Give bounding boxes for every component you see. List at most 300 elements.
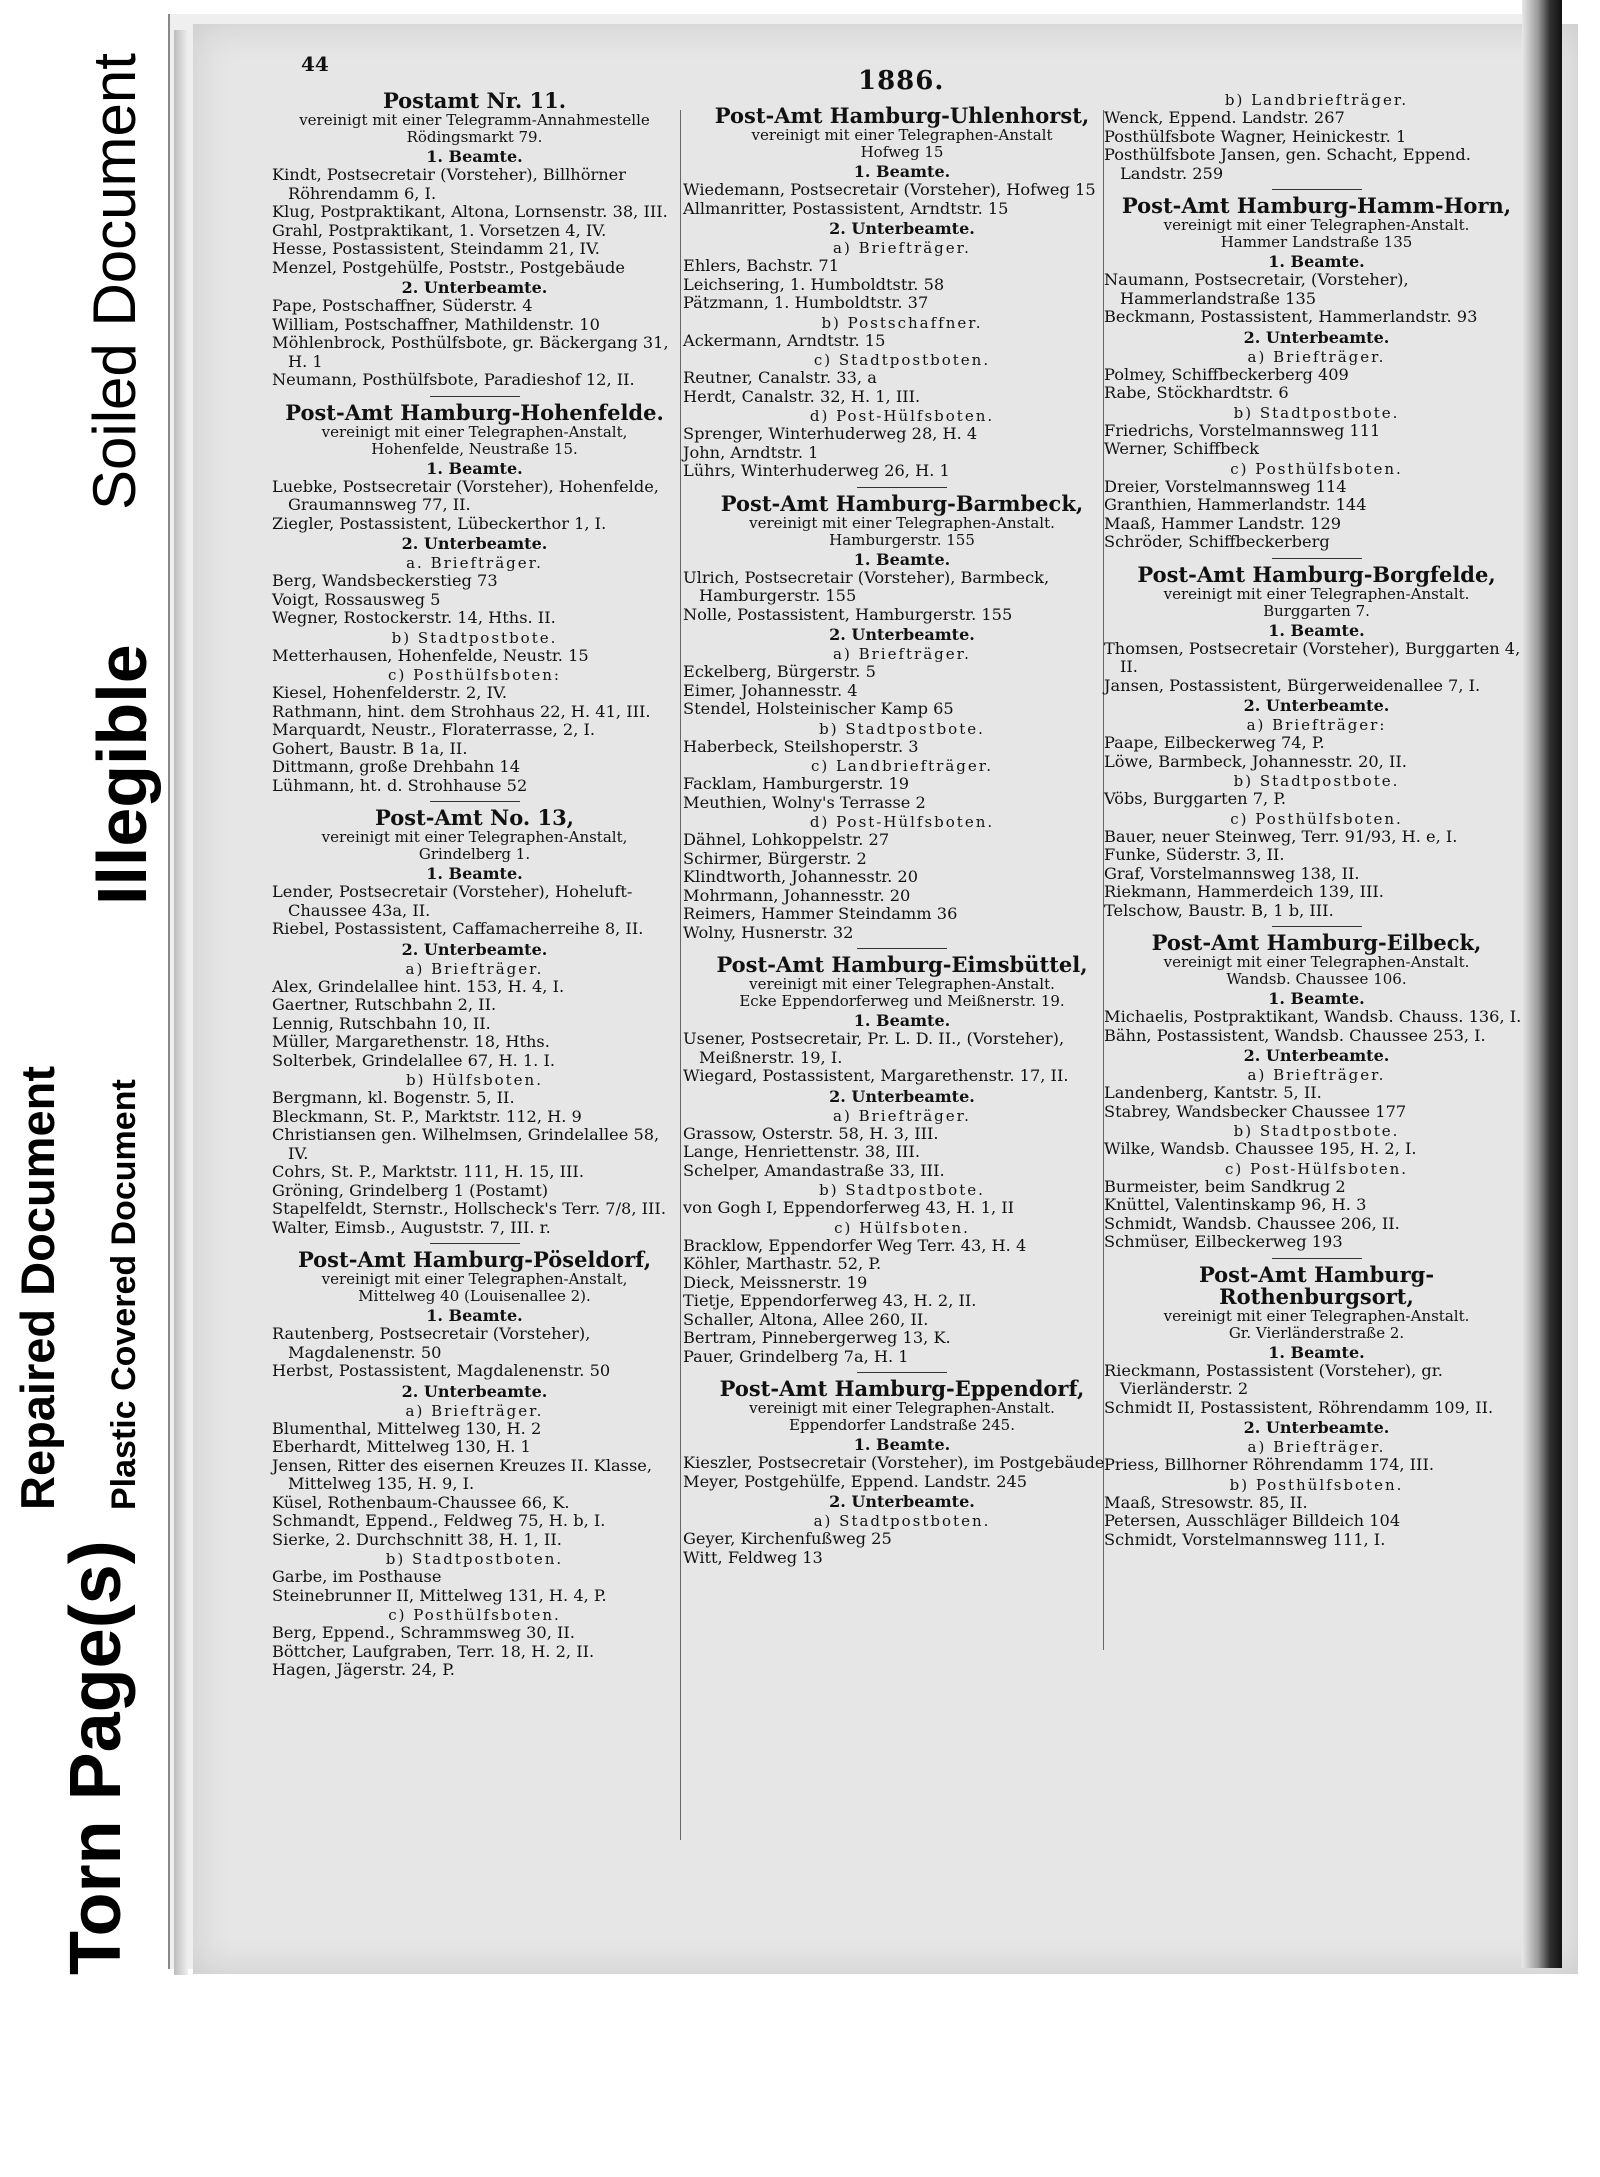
staff-section — [1104, 348, 1529, 403]
staff-entry: Lühmann, ht. d. Strohhause 52 — [272, 775, 528, 795]
staff-entry: Thomsen, Postsecretair (Vorsteher), Burggarten 4, II. — [1104, 638, 1521, 676]
section-subheading: b) Stadtpostbote. — [1233, 1122, 1400, 1140]
post-office-title: Post-Amt Hamburg-Eilbeck, — [1151, 930, 1482, 955]
post-office-address: Hohenfelde, Neustraße 15. — [371, 439, 578, 458]
post-office-info: vereinigt mit einer Telegraphen-Anstalt, — [321, 1270, 628, 1288]
section-subheading: c) Hülfsboten. — [834, 1218, 970, 1237]
post-office-info: vereinigt mit einer Telegraphen-Anstalt, — [321, 828, 628, 846]
staff-section — [1104, 1343, 1529, 1418]
staff-entry: Rieckmann, Postassistent (Vorsteher), gr. Vierländerstr. 2 — [1104, 1360, 1443, 1398]
staff-entry: Grassow, Osterstr. 58, H. 3, III. — [683, 1123, 939, 1143]
section-subheading: b) Postschaffner. — [821, 313, 983, 332]
section-subheading: d) Post-Hülfsboten. — [809, 407, 995, 425]
staff-entry: Herbst, Postassistent, Magdalenenstr. 50 — [272, 1361, 611, 1380]
staff-entry: Telschow, Baustr. B, 1 b, III. — [1104, 900, 1334, 920]
post-office-address: Rödingsmarkt 79. — [406, 128, 543, 146]
post-office-block — [683, 954, 1121, 1366]
staff-entry: Wegner, Rostockerstr. 14, Hths. II. — [272, 608, 556, 627]
staff-entry: Köhler, Marthastr. 52, P. — [683, 1254, 882, 1273]
staff-entry: Schröder, Schiffbeckerberg — [1104, 532, 1330, 551]
staff-entry: Nolle, Postassistent, Hamburgerstr. 155 — [683, 604, 1013, 624]
office-separator — [1272, 558, 1362, 559]
staff-entry: Polmey, Schiffbeckerberg 409 — [1104, 364, 1349, 384]
section-subheading: a) Briefträger. — [833, 239, 971, 257]
staff-section — [683, 757, 1121, 812]
staff-section — [272, 960, 677, 1071]
staff-entry: Beckmann, Postassistent, Hammerlandstr. 93 — [1104, 307, 1478, 326]
staff-entry: Schelper, Amandastraße 33, III. — [683, 1160, 945, 1180]
staff-entry: Rabe, Stöckhardtstr. 6 — [1104, 383, 1289, 402]
staff-section — [1104, 772, 1529, 809]
staff-section — [272, 554, 677, 628]
office-separator — [430, 801, 520, 802]
office-separator — [430, 396, 520, 397]
section-subheading: a) Briefträger. — [405, 1401, 544, 1420]
staff-entry: Werner, Schiffbeck — [1104, 439, 1259, 458]
section-subheading: a) Briefträger. — [833, 1106, 971, 1125]
staff-entry: Petersen, Ausschläger Billdeich 104 — [1104, 1511, 1401, 1530]
staff-section — [272, 629, 677, 666]
post-office-title: Post-Amt Hamburg-Rothenburgsort, — [1198, 1261, 1435, 1309]
office-separator — [857, 948, 947, 949]
section-heading: 1. Beamte. — [426, 147, 523, 166]
staff-section — [272, 1402, 677, 1550]
staff-entry: Wenck, Eppend. Landstr. 267 — [1104, 108, 1345, 127]
staff-entry: Hagen, Jägerstr. 24, P. — [272, 1660, 455, 1679]
staff-entry: Klug, Postpraktikant, Altona, Lornsenstr. 38, III. — [272, 202, 668, 221]
section-heading: 1. Beamte. — [1268, 1342, 1365, 1362]
post-office-info: vereinigt mit einer Telegraphen-Anstalt. — [749, 1399, 1055, 1417]
staff-section — [1104, 1476, 1529, 1550]
staff-entry: Metterhausen, Hohenfelde, Neustr. 15 — [272, 645, 589, 665]
staff-entry: Eimer, Johannesstr. 4 — [683, 680, 858, 700]
staff-entry: Klindtworth, Johannesstr. 20 — [683, 867, 919, 886]
staff-section — [1104, 1122, 1529, 1159]
staff-entry: Allmanritter, Postassistent, Arndtstr. 15 — [683, 198, 1009, 218]
staff-entry: Stendel, Holsteinischer Kamp 65 — [683, 699, 954, 718]
staff-section — [1104, 696, 1529, 715]
staff-section — [683, 1219, 1121, 1367]
staff-entry: Geyer, Kirchenfußweg 25 — [683, 1529, 892, 1548]
staff-entry: Mohrmann, Johannesstr. 20 — [683, 885, 911, 905]
section-heading: 2. Unterbeamte. — [829, 219, 975, 238]
staff-entry: Rautenberg, Postsecretair (Vorsteher), Magdalenenstr. 50 — [272, 1324, 591, 1362]
staff-section — [1104, 1160, 1529, 1252]
staff-entry: Eberhardt, Mittelweg 130, H. 1 — [272, 1437, 531, 1456]
staff-entry: Pauer, Grindelberg 7a, H. 1 — [683, 1346, 909, 1366]
staff-entry: Möhlenbrock, Posthülfsbote, gr. Bäckergang 31, H. 1 — [272, 333, 669, 371]
section-subheading: a) Briefträger. — [1247, 347, 1386, 366]
section-subheading: a) Briefträger: — [1246, 716, 1387, 734]
staff-entry: Ulrich, Postsecretair (Vorsteher), Barmbeck, Hamburgerstr. 155 — [683, 567, 1050, 605]
staff-section — [683, 162, 1121, 218]
staff-entry: Ziegler, Postassistent, Lübeckerthor 1, I. — [272, 513, 607, 533]
staff-entry: Menzel, Postgehülfe, Poststr., Postgebäude — [272, 257, 625, 277]
staff-entry: Cohrs, St. P., Marktstr. 111, H. 15, III. — [272, 1162, 584, 1181]
office-separator — [430, 1243, 520, 1244]
post-office-address: Ecke Eppendorferweg und Meißnerstr. 19. — [739, 992, 1065, 1010]
post-office-title: Post-Amt Hamburg-Hohenfelde. — [285, 399, 664, 425]
staff-section — [1104, 91, 1529, 183]
staff-section — [272, 1306, 677, 1381]
staff-entry: Marquardt, Neustr., Floraterrasse, 2, I. — [272, 720, 596, 739]
staff-section — [683, 550, 1121, 625]
office-separator — [1272, 189, 1362, 190]
post-office-address: Hammer Landstraße 135 — [1220, 233, 1413, 251]
section-heading: 2. Unterbeamte. — [1243, 696, 1390, 715]
column-middle — [683, 105, 1121, 1573]
staff-entry: Dähnel, Lohkoppelstr. 27 — [683, 830, 890, 849]
staff-entry: Eckelberg, Bürgerstr. 5 — [683, 662, 876, 681]
post-office-address: Mittelweg 40 (Louisenallee 2). — [358, 1287, 591, 1305]
staff-entry: Alex, Grindelallee hint. 153, H. 4, I. — [272, 976, 565, 996]
post-office-address: Gr. Vierländerstraße 2. — [1228, 1323, 1405, 1342]
staff-entry: Haberbeck, Steilshoperstr. 3 — [683, 736, 919, 756]
staff-section — [272, 1550, 677, 1605]
section-subheading: b) Posthülfsboten. — [1229, 1475, 1404, 1494]
staff-entry: Graf, Vorstelmannsweg 138, II. — [1104, 863, 1360, 883]
staff-entry: Schmüser, Eilbeckerweg 193 — [1104, 1232, 1343, 1251]
post-office-info: vereinigt mit einer Telegraphen-Anstalt. — [749, 975, 1055, 993]
staff-entry: Dittmann, große Drehbahn 14 — [272, 757, 521, 776]
staff-section — [683, 720, 1121, 757]
staff-entry: Maaß, Hammer Landstr. 129 — [1104, 513, 1342, 533]
post-office-info: vereinigt mit einer Telegraphen-Anstalt, — [321, 422, 628, 441]
post-office-title: Post-Amt Hamburg-Eppendorf, — [719, 1376, 1085, 1401]
staff-entry: Funke, Süderstr. 3, II. — [1104, 845, 1285, 864]
post-office-block — [683, 1378, 1121, 1567]
staff-section — [272, 278, 677, 390]
label-torn-pages: Torn Page(s) — [56, 1540, 136, 1975]
post-office-block — [1104, 1261, 1529, 1550]
staff-entry: Jensen, Ritter des eisernen Kreuzes II. Klasse, Mittelweg 135, H. 9, I. — [272, 1455, 653, 1493]
staff-entry: Vöbs, Burggarten 7, P. — [1104, 789, 1287, 808]
staff-entry: Blumenthal, Mittelweg 130, H. 2 — [272, 1418, 542, 1438]
post-office-address: Wandsb. Chaussee 106. — [1226, 970, 1407, 988]
section-heading: 1. Beamte. — [426, 458, 523, 478]
post-office-title: Post-Amt Hamburg-Borgfelde, — [1137, 561, 1496, 587]
staff-entry: Gohert, Baustr. B 1a, II. — [272, 738, 468, 758]
staff-entry: Garbe, im Posthause — [272, 1567, 442, 1586]
post-office-block — [272, 1249, 677, 1680]
section-subheading: c) Landbriefträger. — [810, 757, 994, 775]
staff-entry: Gaertner, Rutschbahn 2, II. — [272, 995, 497, 1014]
staff-section — [272, 459, 677, 534]
section-subheading: a) Stadtpostboten. — [813, 1512, 991, 1530]
section-subheading: b) Stadtpostbote. — [391, 628, 558, 647]
post-office-info: vereinigt mit einer Telegraphen-Anstalt — [751, 126, 1053, 144]
staff-section — [1104, 252, 1529, 327]
section-subheading: b) Stadtpostbote. — [1233, 772, 1400, 790]
section-heading: 1. Beamte. — [1268, 252, 1365, 271]
post-office-title: Post-Amt Hamburg-Pöseldorf, — [297, 1247, 652, 1272]
section-heading: 1. Beamte. — [1268, 620, 1365, 640]
staff-entry: Herdt, Canalstr. 32, H. 1, III. — [683, 386, 921, 406]
staff-entry: von Gogh I, Eppendorferweg 43, H. 1, II — [683, 1198, 1015, 1217]
post-office-block — [272, 399, 677, 796]
section-heading: 1. Beamte. — [426, 864, 523, 883]
staff-section — [1104, 1066, 1529, 1121]
section-subheading: c) Post-Hülfsboten. — [1224, 1159, 1409, 1178]
staff-entry: Posthülfsbote Wagner, Heinickestr. 1 — [1104, 126, 1407, 146]
staff-section — [1104, 328, 1529, 347]
staff-entry: Christiansen gen. Wilhelmsen, Grindelallee 58, IV. — [272, 1125, 660, 1163]
section-heading: 1. Beamte. — [853, 1435, 951, 1454]
section-subheading: c) Posthülfsboten: — [388, 666, 561, 684]
staff-section — [683, 1435, 1121, 1491]
post-office-info: vereinigt mit einer Telegraphen-Anstalt. — [1163, 1306, 1470, 1325]
post-office-info: vereinigt mit einer Telegraphen-Anstalt. — [1163, 216, 1470, 234]
staff-entry: Michaelis, Postpraktikant, Wandsb. Chauss. 136, I. — [1104, 1007, 1522, 1026]
staff-entry: Bleckmann, St. P., Marktstr. 112, H. 9 — [272, 1106, 582, 1126]
section-heading: 2. Unterbeamte. — [401, 1381, 548, 1401]
staff-entry: Riebel, Postassistent, Caffamacherreihe 8, II. — [272, 919, 644, 938]
staff-entry: Sprenger, Winterhuderweg 28, H. 4 — [683, 424, 978, 443]
post-office-title: Post-Amt Hamburg-Uhlenhorst, — [714, 103, 1090, 128]
staff-entry: Jansen, Postassistent, Bürgerweidenallee 7, I. — [1104, 675, 1481, 695]
staff-entry: Luebke, Postsecretair (Vorsteher), Hohenfelde, Graumannsweg 77, II. — [272, 476, 659, 514]
staff-entry: Wiedemann, Postsecretair (Vorsteher), Hofweg 15 — [683, 180, 1096, 199]
section-subheading: b) Landbriefträger. — [1224, 91, 1409, 109]
staff-entry: Bähn, Postassistent, Wandsb. Chaussee 253, I. — [1104, 1025, 1486, 1045]
staff-entry: Ehlers, Bachstr. 71 — [683, 256, 840, 275]
staff-section — [683, 1492, 1121, 1511]
post-office-address: Hamburgerstr. 155 — [829, 530, 975, 549]
post-office-title: Post-Amt Hamburg-Eimsbüttel, — [716, 952, 1088, 977]
staff-section — [272, 864, 677, 939]
staff-entry: Berg, Eppend., Schrammsweg 30, II. — [272, 1623, 575, 1642]
staff-section — [683, 1087, 1121, 1106]
staff-entry: Schmidt, Wandsb. Chaussee 206, II. — [1104, 1213, 1400, 1233]
staff-section — [683, 219, 1121, 238]
staff-entry: Kieszler, Postsecretair (Vorsteher), im Postgebäude — [683, 1453, 1105, 1472]
office-separator — [857, 1372, 947, 1373]
label-illegible: Illegible — [83, 644, 161, 905]
staff-section — [272, 940, 677, 959]
post-office-address: Hofweg 15 — [860, 143, 944, 161]
post-office-title: Post-Amt No. 13, — [375, 805, 574, 830]
staff-entry: Leichsering, 1. Humboldtstr. 58 — [683, 274, 945, 294]
section-subheading: a) Briefträger. — [1247, 1066, 1386, 1084]
staff-entry: Sierke, 2. Durchschnitt 38, H. 1, II. — [272, 1529, 562, 1549]
staff-section — [683, 239, 1121, 313]
section-heading: 1. Beamte. — [1268, 989, 1365, 1008]
staff-entry: Grahl, Postpraktikant, 1. Vorsetzen 4, IV. — [272, 220, 607, 240]
staff-entry: Küsel, Rothenbaum-Chaussee 66, K. — [272, 1492, 570, 1512]
staff-entry: Friedrichs, Vorstelmannsweg 111 — [1104, 420, 1381, 440]
section-heading: 2. Unterbeamte. — [829, 1492, 975, 1511]
staff-section — [272, 147, 677, 277]
post-office-address: Eppendorfer Landstraße 245. — [789, 1416, 1015, 1434]
post-office-title: Post-Amt Hamburg-Barmbeck, — [720, 490, 1084, 516]
section-subheading: b) Stadtpostboten. — [385, 1550, 564, 1568]
staff-section — [272, 666, 677, 795]
section-heading: 2. Unterbeamte. — [401, 939, 548, 959]
staff-entry: Burmeister, beim Sandkrug 2 — [1104, 1176, 1346, 1196]
staff-section — [683, 1011, 1121, 1086]
staff-entry: Schaller, Altona, Allee 260, II. — [683, 1309, 929, 1329]
staff-section — [1104, 716, 1529, 771]
staff-entry: Schmandt, Eppend., Feldweg 75, H. b, I. — [272, 1511, 606, 1530]
post-office-block — [1104, 195, 1529, 552]
staff-entry: Wolny, Husnerstr. 32 — [683, 922, 854, 942]
staff-entry: Riekmann, Hammerdeich 139, III. — [1104, 882, 1384, 901]
staff-entry: Lange, Henriettenstr. 38, III. — [683, 1142, 920, 1161]
staff-entry: Ackermann, Arndtstr. 15 — [683, 330, 886, 350]
staff-entry: Kiesel, Hohenfelderstr. 2, IV. — [272, 683, 507, 702]
staff-entry: Schirmer, Bürgerstr. 2 — [683, 848, 867, 868]
staff-section — [683, 625, 1121, 644]
staff-section — [1104, 460, 1529, 552]
section-subheading: a) Briefträger. — [405, 959, 544, 978]
section-heading: 2. Unterbeamte. — [401, 534, 548, 553]
staff-entry: Meuthien, Wolny's Terrasse 2 — [683, 792, 926, 812]
staff-entry: Tietje, Eppendorferweg 43, H. 2, II. — [683, 1291, 977, 1310]
post-office-title: Post-Amt Hamburg-Hamm-Horn, — [1121, 193, 1512, 218]
staff-entry: Landenberg, Kantstr. 5, II. — [1104, 1083, 1322, 1102]
staff-entry: Müller, Margarethenstr. 18, Hths. — [272, 1032, 550, 1051]
staff-section — [683, 1512, 1121, 1567]
staff-entry: Gröning, Grindelberg 1 (Postamt) — [272, 1180, 549, 1200]
staff-entry: Wilke, Wandsb. Chaussee 195, H. 2, I. — [1104, 1139, 1417, 1158]
staff-entry: Reimers, Hammer Steindamm 36 — [683, 904, 958, 923]
binding-edge — [174, 30, 188, 1975]
staff-section — [1104, 1438, 1529, 1475]
section-heading: 1. Beamte. — [853, 1011, 951, 1030]
section-subheading: c) Posthülfsboten. — [1230, 459, 1403, 478]
staff-section — [1104, 1046, 1529, 1065]
post-office-address: Burggarten 7. — [1263, 601, 1370, 620]
staff-entry: Bauer, neuer Steinweg, Terr. 91/93, H. e, I. — [1104, 826, 1458, 846]
section-heading: 2. Unterbeamte. — [829, 1086, 975, 1106]
staff-entry: Hesse, Postassistent, Steindamm 21, IV. — [272, 239, 600, 258]
office-separator — [1272, 926, 1362, 927]
post-office-title: Postamt Nr. 11. — [382, 88, 567, 113]
section-subheading: a. Briefträger. — [406, 554, 543, 572]
staff-entry: Dreier, Vorstelmannsweg 114 — [1104, 476, 1347, 496]
staff-entry: Solterbek, Grindelallee 67, H. 1. I. — [272, 1050, 556, 1070]
staff-section — [683, 645, 1121, 719]
staff-entry: Wiegard, Postassistent, Margarethenstr. 17, II. — [683, 1066, 1069, 1085]
staff-entry: Lender, Postsecretair (Vorsteher), Hoheluft-Chaussee 43a, II. — [272, 882, 633, 920]
staff-entry: Steinebrunner II, Mittelweg 131, H. 4, P. — [272, 1585, 607, 1605]
post-office-block — [683, 105, 1121, 481]
staff-entry: Dieck, Meissnerstr. 19 — [683, 1272, 868, 1292]
staff-entry: Bergmann, kl. Bogenstr. 5, II. — [272, 1088, 515, 1107]
page-year: 1886. — [858, 66, 945, 96]
staff-section — [1104, 810, 1529, 921]
staff-entry: Facklam, Hamburgerstr. 19 — [683, 774, 910, 793]
post-office-block — [1104, 932, 1529, 1252]
staff-entry: Meyer, Postgehülfe, Eppend. Landstr. 245 — [683, 1471, 1028, 1491]
staff-section — [1104, 621, 1529, 696]
section-subheading: b) Stadtpostbote. — [1233, 403, 1400, 422]
page-number: 44 — [301, 52, 329, 76]
staff-section — [1104, 1418, 1529, 1437]
section-subheading: c) Posthülfsboten. — [388, 1606, 561, 1624]
section-heading: 1. Beamte. — [853, 162, 951, 181]
staff-section — [683, 351, 1121, 406]
staff-entry: Usener, Postsecretair, Pr. L. D. II., (Vorsteher), Meißnerstr. 19, I. — [683, 1029, 1065, 1067]
staff-section — [683, 813, 1121, 942]
section-subheading: b) Stadtpostbote. — [819, 719, 985, 738]
staff-entry: Walter, Eimsb., Auguststr. 7, III. r. — [272, 1217, 551, 1237]
post-office-info: vereinigt mit einer Telegraphen-Anstalt. — [1163, 953, 1470, 971]
post-office-info: vereinigt mit einer Telegraphen-Anstalt. — [749, 513, 1055, 532]
column-divider — [680, 110, 681, 1840]
section-heading: 1. Beamte. — [426, 1306, 523, 1325]
staff-entry: Priess, Billhorner Röhrendamm 174, III. — [1104, 1455, 1434, 1474]
staff-entry: Rathmann, hint. dem Strohhaus 22, H. 41, III. — [272, 701, 651, 721]
staff-entry: Lennig, Rutschbahn 10, II. — [272, 1013, 491, 1033]
staff-entry: Schmidt, Vorstelmannsweg 111, I. — [1104, 1529, 1386, 1549]
post-office-block — [1104, 561, 1529, 921]
staff-section — [683, 1181, 1121, 1218]
staff-entry: Schmidt II, Postassistent, Röhrendamm 109, II. — [1104, 1397, 1494, 1417]
post-office-info: vereinigt mit einer Telegraphen-Anstalt. — [1163, 584, 1470, 603]
office-separator — [1272, 1258, 1362, 1259]
staff-entry: Knüttel, Valentinskamp 96, H. 3 — [1104, 1195, 1367, 1214]
staff-section — [1104, 404, 1529, 459]
post-office-address: Grindelberg 1. — [418, 845, 531, 863]
staff-entry: William, Postschaffner, Mathildenstr. 10 — [272, 314, 600, 334]
staff-entry: Paape, Eilbeckerweg 74, P. — [1104, 733, 1325, 752]
staff-entry: Bertram, Pinnebergerweg 13, K. — [683, 1328, 951, 1347]
section-subheading: c) Stadtpostboten. — [813, 351, 991, 369]
staff-entry: Berg, Wandsbeckerstieg 73 — [272, 571, 498, 590]
post-office-info: vereinigt mit einer Telegramm-Annahmestelle — [299, 111, 650, 129]
staff-section — [1104, 989, 1529, 1045]
section-heading: 2. Unterbeamte. — [1243, 1046, 1390, 1065]
staff-entry: Kindt, Postsecretair (Vorsteher), Billhörner Röhrendamm 6, I. — [272, 165, 626, 203]
column-left — [272, 90, 677, 1686]
staff-section — [272, 1606, 677, 1680]
staff-entry: Naumann, Postsecretair, (Vorsteher), Hammerlandstraße 135 — [1104, 270, 1409, 308]
staff-entry: Posthülfsbote Jansen, gen. Schacht, Eppend. Landstr. 259 — [1104, 145, 1471, 183]
staff-entry: Lührs, Winterhuderweg 26, H. 1 — [683, 461, 950, 480]
staff-section — [272, 1382, 677, 1401]
staff-entry: Bracklow, Eppendorfer Weg Terr. 43, H. 4 — [683, 1235, 1027, 1255]
section-subheading: a) Briefträger. — [1247, 1438, 1386, 1456]
staff-entry: Pätzmann, 1. Humboldtstr. 37 — [683, 293, 929, 312]
section-subheading: c) Posthülfsboten. — [1230, 809, 1403, 828]
staff-entry: Löwe, Barmbeck, Johannesstr. 20, II. — [1104, 751, 1407, 771]
staff-entry: Voigt, Rossausweg 5 — [272, 589, 441, 609]
section-heading: 1. Beamte. — [853, 549, 951, 569]
post-office-block — [272, 90, 677, 390]
staff-section — [683, 1107, 1121, 1181]
office-separator — [857, 487, 947, 488]
staff-entry: John, Arndtstr. 1 — [683, 442, 819, 462]
post-office-block — [1104, 91, 1529, 183]
staff-section — [272, 534, 677, 553]
staff-entry: Pape, Postschaffner, Süderstr. 4 — [272, 296, 533, 315]
section-heading: 2. Unterbeamte. — [1243, 1418, 1390, 1437]
staff-entry: Maaß, Stresowstr. 85, II. — [1104, 1492, 1308, 1512]
post-office-block — [683, 490, 1121, 943]
label-soiled-document: Soiled Document — [81, 53, 148, 510]
staff-section — [272, 1071, 677, 1237]
staff-entry: Stabrey, Wandsbecker Chaussee 177 — [1104, 1101, 1407, 1121]
staff-entry: Böttcher, Laufgraben, Terr. 18, H. 2, II. — [272, 1641, 595, 1661]
section-heading: 2. Unterbeamte. — [829, 625, 975, 644]
section-heading: 2. Unterbeamte. — [1243, 327, 1390, 347]
staff-entry: Witt, Feldweg 13 — [683, 1547, 823, 1567]
section-subheading: a) Briefträger. — [833, 645, 971, 663]
staff-section — [683, 407, 1121, 481]
staff-entry: Neumann, Posthülfsbote, Paradieshof 12, II. — [272, 370, 635, 389]
section-subheading: b) Stadtpostbote. — [819, 1181, 985, 1199]
